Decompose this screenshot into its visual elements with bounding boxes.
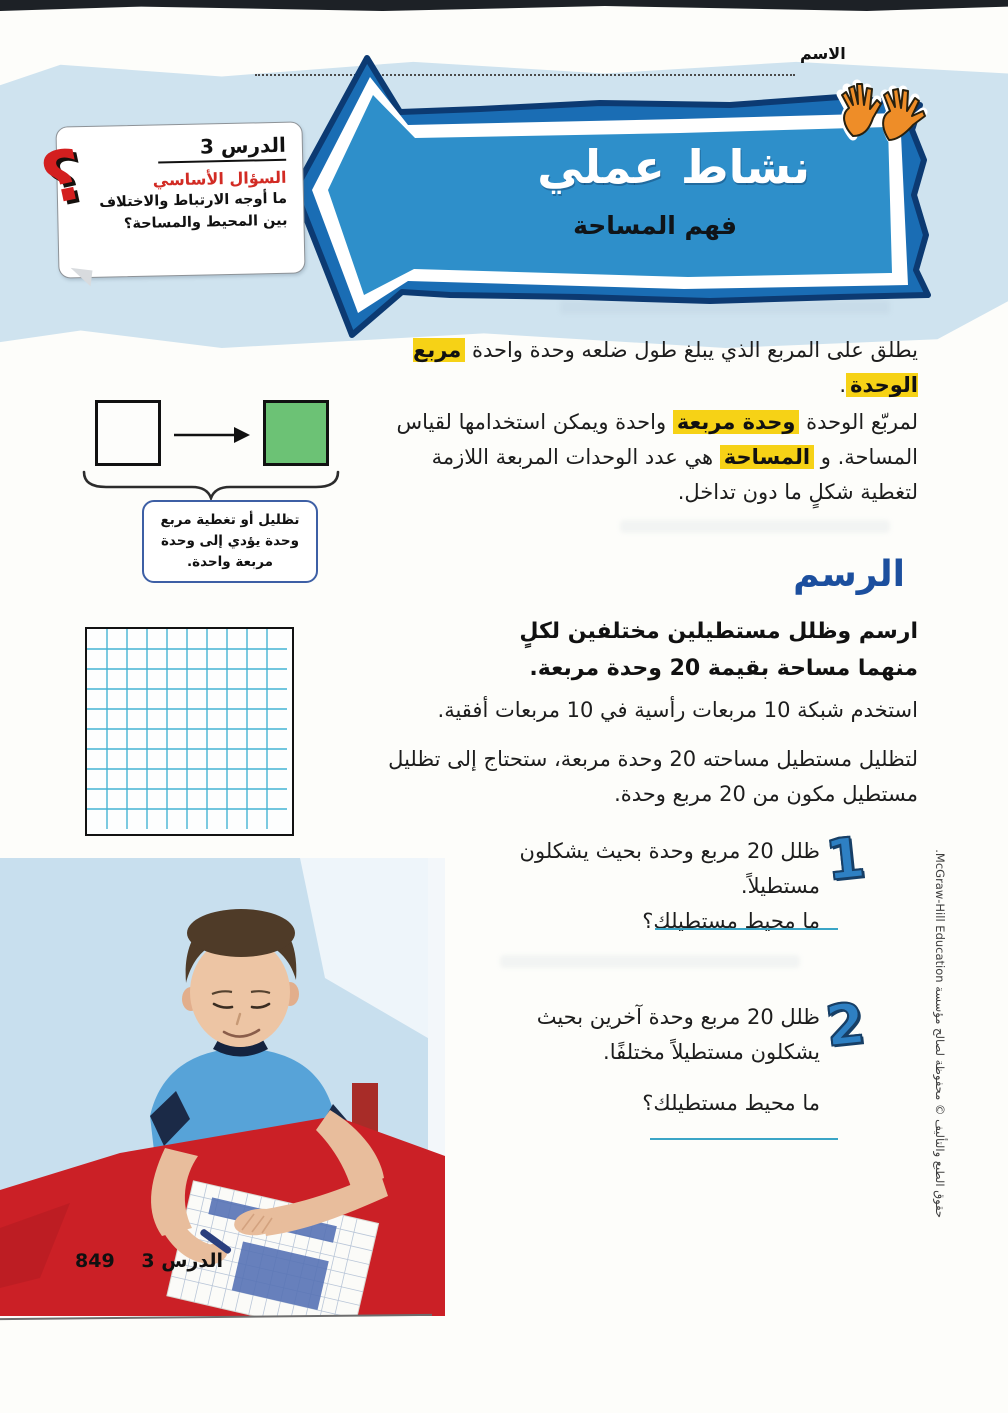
- footer-page-number: 849: [75, 1250, 115, 1272]
- lesson-box: [55, 121, 305, 278]
- hands-icon: [833, 76, 935, 154]
- p1-period: .: [839, 373, 847, 397]
- p2-text-a: لمربّع الوحدة: [806, 410, 918, 434]
- essential-question-text: ما أوجه الارتباط والاختلاف بين المحيط والمساحة؟: [99, 190, 288, 232]
- step-1-question: ما محيط مستطيلك؟: [642, 909, 820, 933]
- step-1-number: 1: [822, 825, 869, 894]
- page-curl: [69, 268, 93, 286]
- p2-text-b: واحدة ويمكن استخدامها لقياس المساحة. و: [396, 410, 918, 469]
- step-2-sentence: ظلل 20 مربع وحدة آخرين بحيث يشكلون مستطيلاً مختلفًا.: [536, 1005, 820, 1064]
- drawing-hint-1: استخدم شبكة 10 مربعات رأسية في 10 مربعات أفقية.: [437, 698, 918, 722]
- intro-paragraph-1: [388, 333, 918, 403]
- lesson-number: الدرس 3: [199, 132, 287, 159]
- lesson-underline: [158, 159, 286, 164]
- right-arrow-icon: [172, 424, 252, 446]
- drawing-instruction: ارسم وظلل مستطيلين مختلفين لكلٍ منهما مساحة بقيمة 20 وحدة مربعة.: [519, 619, 918, 681]
- ten-by-ten-grid[interactable]: [85, 627, 294, 836]
- scan-ghosting: [500, 955, 800, 968]
- footer-lesson-label: الدرس 3: [141, 1250, 223, 1272]
- term-square-unit: وحدة مربعة: [673, 410, 800, 434]
- step-1-answer-line[interactable]: [655, 928, 838, 930]
- question-mark-icon: ؟: [33, 132, 91, 222]
- photo-boy-illustration: [0, 858, 445, 1316]
- term-area: المساحة: [720, 445, 814, 469]
- activity-title: نشاط عملي: [537, 140, 810, 194]
- grid-lines: [87, 629, 287, 829]
- scan-ghosting: [620, 520, 890, 533]
- activity-subtitle: فهم المساحة: [573, 211, 737, 240]
- name-field-label: الاسم: [800, 44, 846, 63]
- p1-text: يطلق على المربع الذي يبلغ طول ضلعه وحدة واحدة: [471, 338, 918, 362]
- page-footer: [75, 1250, 223, 1272]
- scan-top-edge: [0, 0, 1008, 11]
- drawing-hint-2: لتظليل مستطيل مساحته 20 وحدة مربعة، ستحتاج إلى تظليل مستطيل مكون من 20 مربع وحدة.: [388, 747, 918, 806]
- step-2-question: ما محيط مستطيلك؟: [642, 1091, 820, 1115]
- step-2-answer-line[interactable]: [650, 1138, 838, 1140]
- step-2-number: 2: [822, 991, 869, 1060]
- step-1-text: [440, 834, 820, 939]
- p2-text-c: هي عدد الوحدات المربعة اللازمة لتغطية شكلٍ ما دون تداخل.: [431, 445, 918, 504]
- section-heading-drawing: الرسم: [793, 554, 905, 595]
- step-1-sentence: ظلل 20 مربع وحدة بحيث يشكلون مستطيلاً.: [519, 839, 820, 898]
- term-unit-square: مربع الوحدة: [412, 338, 918, 397]
- step-2-text: [520, 1000, 820, 1121]
- intro-paragraph-2: [370, 405, 918, 510]
- callout-box: تظليل أو تغطية مربع وحدة يؤدي إلى وحدة مربعة واحدة.: [142, 500, 318, 583]
- essential-question-label: السؤال الأساسي: [152, 167, 287, 190]
- copyright-sidebar: حقوق الطبع والتأليف © محفوظة لصالح مؤسسة McGraw-Hill Education.: [933, 849, 947, 1218]
- unit-square-shaded: [263, 400, 329, 466]
- unit-square-empty: [95, 400, 161, 466]
